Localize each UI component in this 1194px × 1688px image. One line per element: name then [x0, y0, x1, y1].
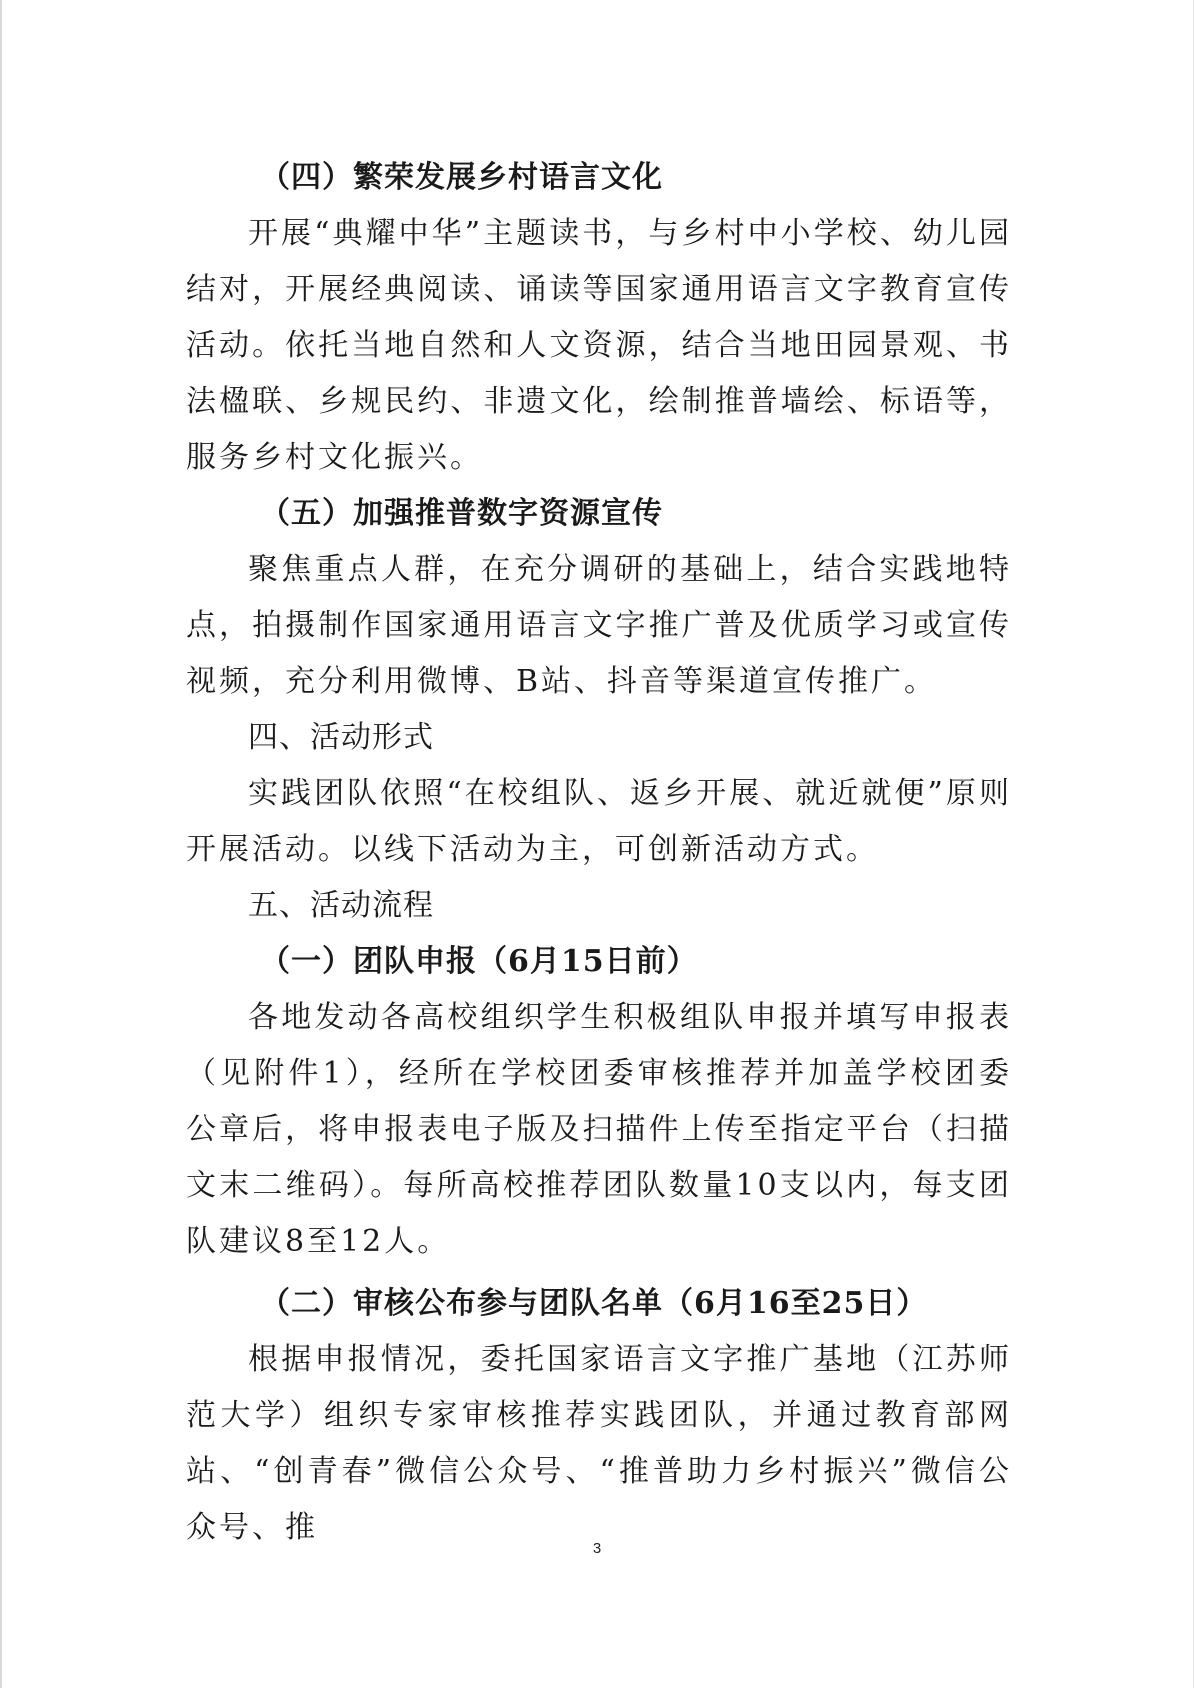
paragraph-rural-culture: 开展“典耀中华”主题读书，与乡村中小学校、幼儿园结对，开展经典阅读、诵读等国家通用语言文字教育宣传活动。依托当地自然和人文资源，结合当地田园景观、书法楹联、乡规民约、非遗文化，绘制推普墙绘、标语等，服务乡村文化振兴。	[186, 216, 1012, 475]
section-heading-four: （四）繁荣发展乡村语言文化	[260, 160, 663, 195]
section-heading-team-application: （一）团队申报（6月15日前）	[260, 944, 698, 979]
section-heading-review-publish: （二）审核公布参与团队名单（6月16至25日）	[260, 1286, 928, 1321]
chapter-heading-activity-process: 五、活动流程	[248, 888, 434, 923]
document-body	[186, 150, 1012, 1556]
page-number: 3	[592, 1540, 602, 1557]
chapter-heading-activity-form: 四、活动形式	[248, 720, 434, 755]
paragraph-digital-resources: 聚焦重点人群，在充分调研的基础上，结合实践地特点，拍摄制作国家通用语言文字推广普及优质学习或宣传视频，充分利用微博、B站、抖音等渠道宣传推广。	[186, 552, 1012, 699]
paragraph-team-application: 各地发动各高校组织学生积极组队申报并填写申报表（见附件1），经所在学校团委审核推荐并加盖学校团委公章后，将申报表电子版及扫描件上传至指定平台（扫描文末二维码）。每所高校推荐团队数量10支以内，每支团队建议8至12人。	[186, 1000, 1012, 1259]
paragraph-review-publish: 根据申报情况，委托国家语言文字推广基地（江苏师范大学）组织专家审核推荐实践团队，并通过教育部网站、“创青春”微信公众号、“推普助力乡村振兴”微信公众号、推	[186, 1342, 1012, 1545]
paragraph-activity-form: 实践团队依照“在校组队、返乡开展、就近就便”原则开展活动。以线下活动为主，可创新活动方式。	[186, 776, 1012, 867]
section-heading-five: （五）加强推普数字资源宣传	[260, 496, 663, 531]
